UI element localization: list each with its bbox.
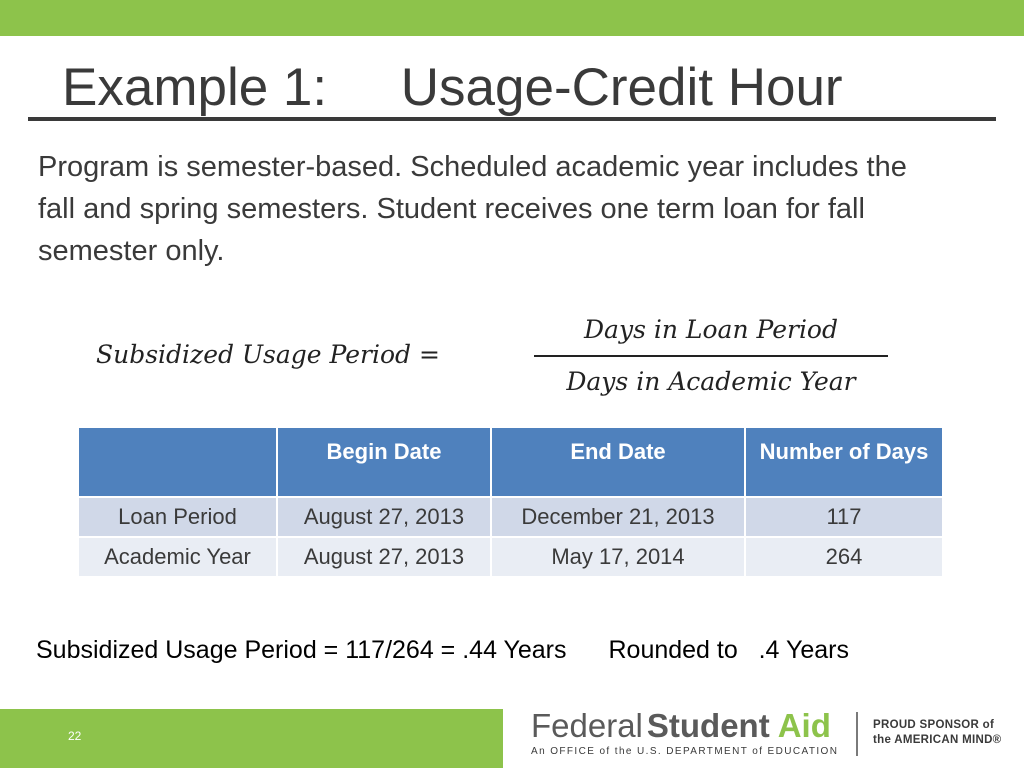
table-row bbox=[78, 537, 943, 577]
table-header-row bbox=[78, 427, 943, 497]
body-paragraph: Program is semester-based. Scheduled academic year includes the fall and spring semesters. Student receives one term loan for fall semester only. bbox=[38, 151, 907, 267]
table-header-cell: Begin Date bbox=[277, 427, 491, 497]
logo-divider bbox=[856, 712, 858, 756]
slide-number: 22 bbox=[68, 729, 82, 743]
table-cell: August 27, 2013 bbox=[277, 497, 491, 537]
formula-numerator: Days in Loan Period bbox=[584, 315, 838, 344]
table-row bbox=[78, 497, 943, 537]
table-cell: Loan Period bbox=[78, 497, 277, 537]
fraction-bar bbox=[534, 355, 888, 357]
dates-table bbox=[77, 426, 944, 578]
result-line bbox=[36, 636, 849, 665]
table-cell: 117 bbox=[745, 497, 943, 537]
sponsor-text bbox=[873, 718, 1001, 748]
logo-wordmark bbox=[531, 708, 838, 744]
table-cell: May 17, 2014 bbox=[491, 537, 745, 577]
top-accent-bar bbox=[0, 0, 1024, 36]
table-cell: 264 bbox=[745, 537, 943, 577]
table-cell: December 21, 2013 bbox=[491, 497, 745, 537]
logo-student: Student bbox=[646, 707, 770, 744]
sponsor-line-2: the AMERICAN MIND® bbox=[873, 734, 1002, 746]
table-cell: August 27, 2013 bbox=[277, 537, 491, 577]
logo-tagline: An OFFICE of the U.S. DEPARTMENT of EDUCATION bbox=[531, 746, 839, 757]
slide-title: Example 1: Usage-Credit Hour bbox=[62, 58, 843, 117]
result-calculation: Subsidized Usage Period = 117/264 = .44 Years bbox=[36, 636, 567, 664]
logo-aid: Aid bbox=[777, 707, 831, 744]
formula-fraction bbox=[534, 310, 888, 402]
logo-federal: Federal bbox=[531, 707, 643, 744]
sponsor-line-1: PROUD SPONSOR of bbox=[873, 719, 995, 731]
table-header-cell: End Date bbox=[491, 427, 745, 497]
table-header-cell: Number of Days bbox=[745, 427, 943, 497]
table-header-cell bbox=[78, 427, 277, 497]
formula-lhs: Subsidized Usage Period = bbox=[96, 340, 440, 369]
formula-denominator: Days in Academic Year bbox=[566, 367, 856, 396]
title-underline bbox=[28, 117, 996, 121]
federal-student-aid-logo bbox=[531, 708, 838, 764]
table-cell: Academic Year bbox=[78, 537, 277, 577]
result-rounded: Rounded to .4 Years bbox=[608, 636, 849, 664]
